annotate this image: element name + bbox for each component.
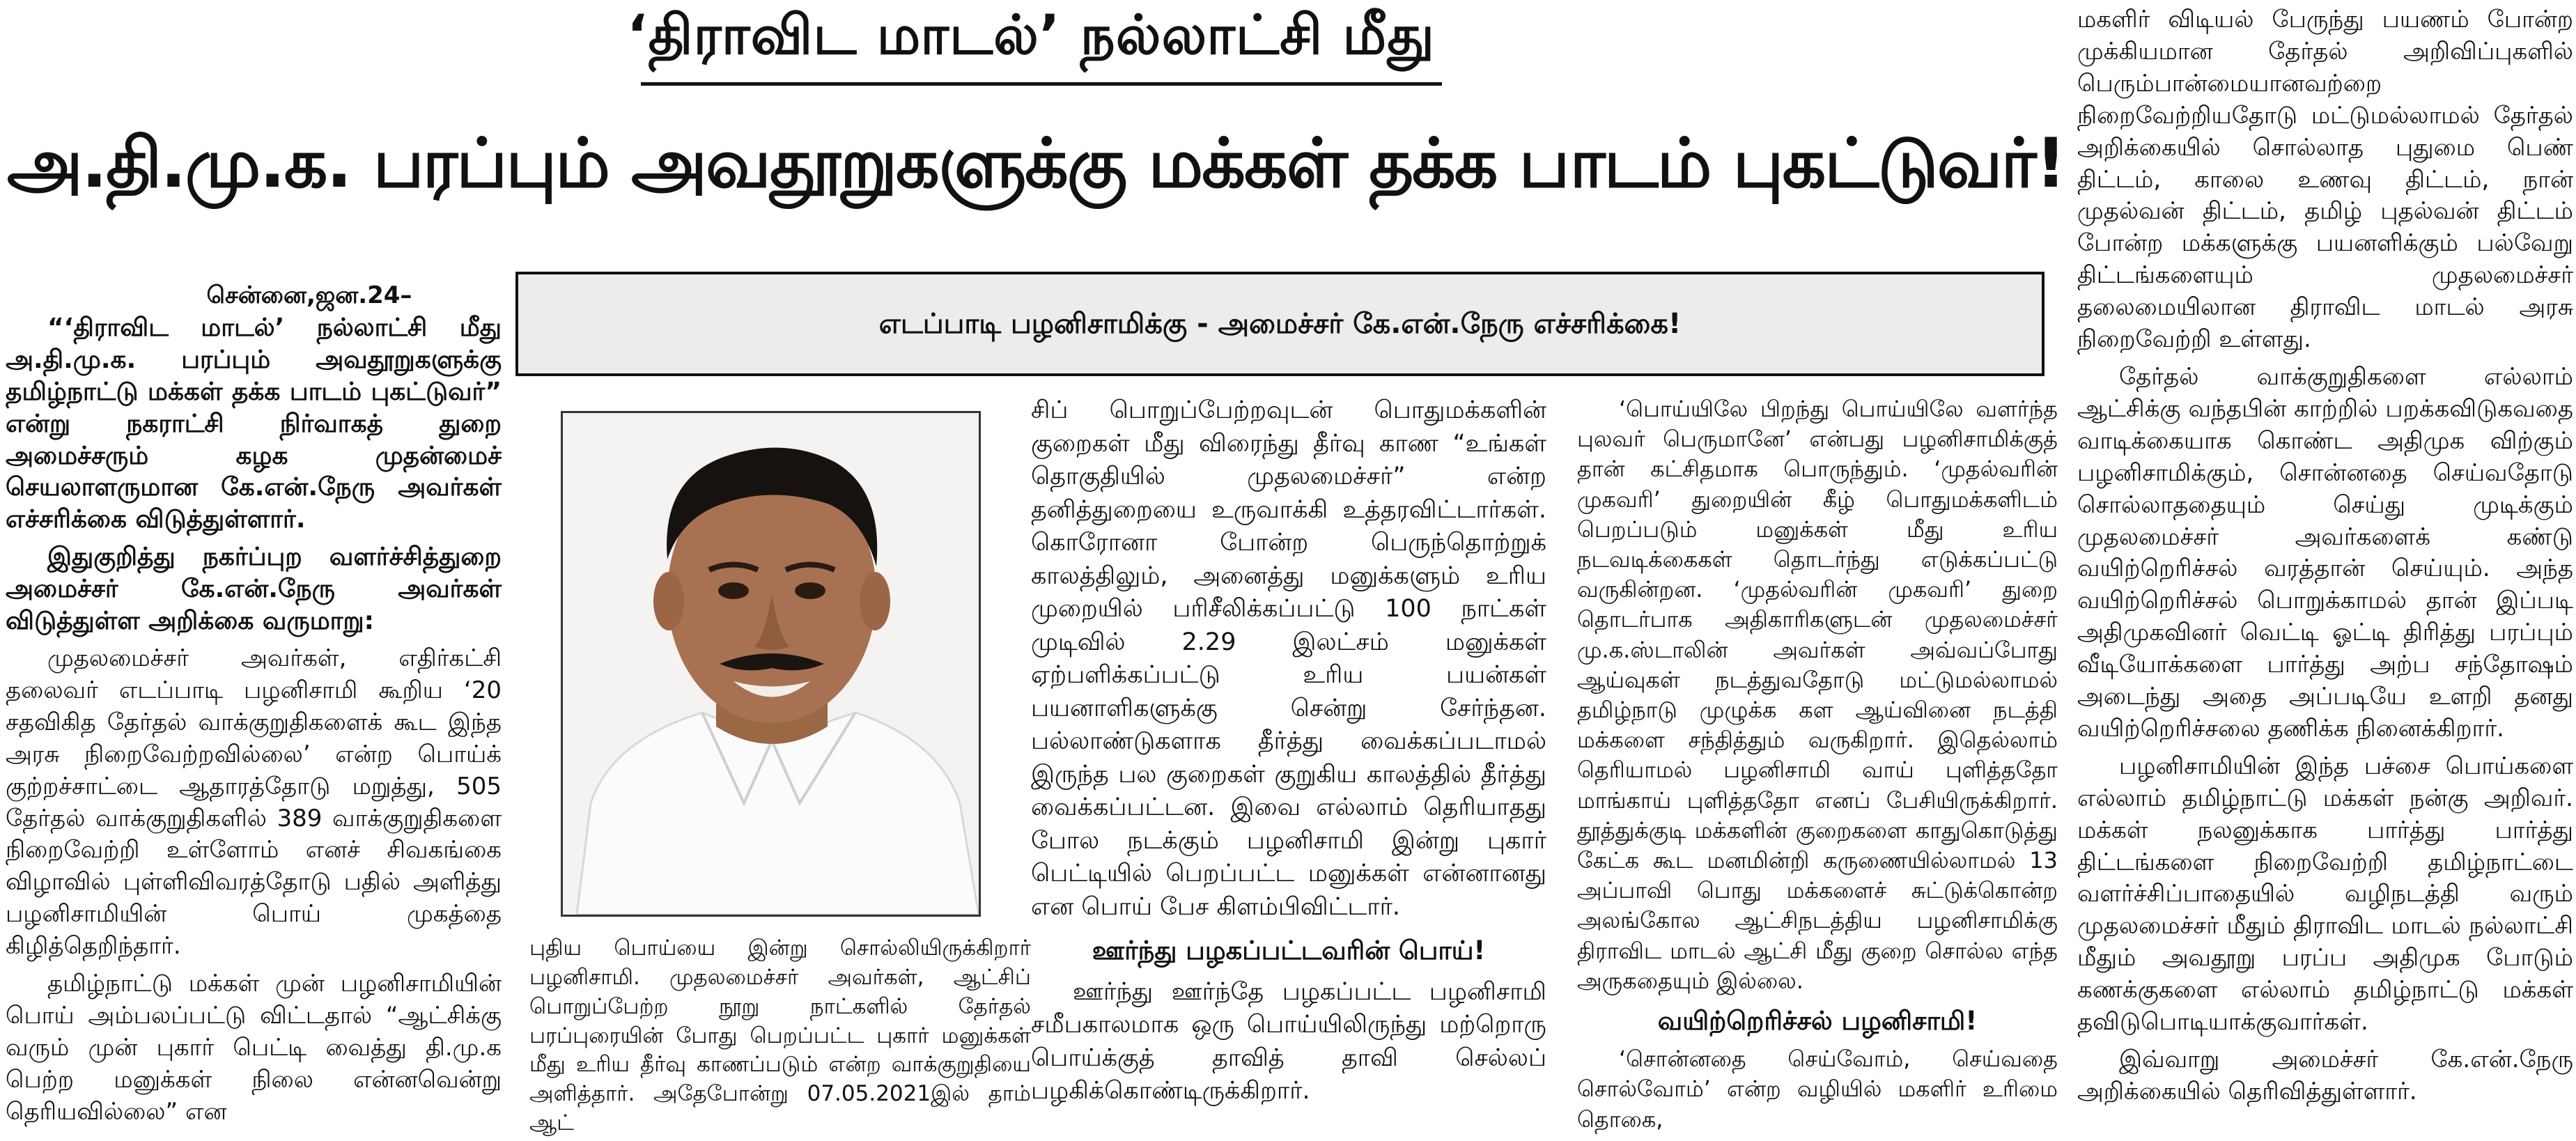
intro-paragraph: இதுகுறித்து நகர்ப்புற வளர்ச்சித்துறை அமைச்சர் கே.என்.நேரு அவர்கள் விடுத்துள்ள அறிக்கை வருமாறு: [6, 543, 502, 636]
kicker-rule [641, 82, 1442, 86]
paragraph-2: தமிழ்நாட்டு மக்கள் முன் பழனிசாமியின் பொய் அம்பலப்பட்டு விட்டதால் “ஆட்சிக்கு வரும் முன் புகார் பெட்டி வைத்து தி.மு.க பெற்ற மனுக்கள் நிலை என்னவென்று தெரியவில்லை” என [6, 970, 502, 1126]
paragraph-7: ‘சொன்னதை செய்வோம், செய்வதை சொல்வோம்’ என்ற வழியில் மகளிர் உரிமை தொகை, [1577, 1046, 2058, 1133]
paragraph-3: சிப் பொறுப்பேற்றவுடன் பொதுமக்களின் குறைகள் மீது விரைந்து தீர்வு காண “உங்கள் தொகுதியில் முதலமைச்சர்” என்ற தனித்துறையை உருவாக்கி உத்தரவிட்டார்கள். கொரோனா போன்ற பெருந்தொற்றுக் காலத்திலும், அனைத்து மனுக்களும் உரிய முறையில் பரிசீலிக்கப்பட்டு 100 நாட்கள் முடிவில் 2.29 இலட்சம் மனுக்கள் ஏற்பளிக்கப்பட்டு உரிய பயன்கள் பயனாளிகளுக்கு சென்று சேர்ந்தன. பல்லாண்டுகளாக தீர்த்து வைக்கப்படாமல் இருந்த பல குறைகள் குறுகிய காலத்தில் தீர்த்து வைக்கப்பட்டன. இவை எல்லாம் தெரியாதது போல நடக்கும் பழனிசாமி இன்று புகார் பெட்டியில் பெறப்பட்ட மனுக்கள் என்னானது என பொய் பேச கிளம்பிவிட்டார். [1031, 396, 1546, 921]
minister-photo [561, 411, 981, 917]
portrait-image [563, 413, 979, 915]
headline: அ.தி.மு.க. பரப்பும் அவதூறுகளுக்கு மக்கள் தக்க பாடம் புகட்டுவர்! [7, 124, 2065, 203]
subheading-2: வயிற்றெரிச்சல் பழனிசாமி! [1657, 1006, 1978, 1037]
paragraph-6: ‘பொய்யிலே பிறந்து பொய்யிலே வளர்ந்த புலவர் பெருமானே’ என்பது பழனிசாமிக்குத் தான் கட்சிதமாக பொருந்தும். ‘முதல்வரின் முகவரி’ துறையின் கீழ் பொதுமக்களிடம் பெறப்படும் மனுக்கள் மீது உரிய நடவடிக்கைகள் தொடர்ந்து எடுக்கப்பட்டு வருகின்றன. ‘முதல்வரின் முகவரி’ துறை தொடர்பாக அதிகாரிகளுடன் முதலமைச்சர் மு.க.ஸ்டாலின் அவர்கள் அவ்வப்போது ஆய்வுகள் நடத்துவதோடு மட்டுமல்லாமல் தமிழ்நாடு முழுக்க கள ஆய்வினை நடத்தி மக்களை சந்தித்தும் வருகிறார். இதெல்லாம் தெரியாமல் பழனிசாமி வாய் புளித்ததோ மாங்காய் புளித்ததோ எனப் பேசியிருக்கிறார். தூத்துக்குடி மக்களின் குறைகளை காதுகொடுத்து கேட்க கூட மனமின்றி கருணையில்லாமல் 13 அப்பாவி பொது மக்களைச் சுட்டுக்கொன்ற அலங்கோல ஆட்சிநடத்திய பழனிசாமிக்கு திராவிட மாடல் ஆட்சி மீது குறை சொல்ல எந்த அருகதையும் இல்லை. [1577, 396, 2058, 994]
column-1 [6, 280, 502, 1128]
subheadline: எடப்பாடி பழனிசாமிக்கு - அமைச்சர் கே.என்.நேரு எச்சரிக்கை! [878, 308, 1682, 340]
dateline: சென்னை,ஜன.24– [206, 281, 412, 309]
column-2-bottom-right [1031, 934, 1546, 1108]
lead-paragraph: “‘திராவிட மாடல்’ நல்லாட்சி மீது அ.தி.மு.க. பரப்பும் அவதூறுகளுக்கு தமிழ்நாட்டு மக்கள் தக்க பாடம் புகட்டுவர்” என்று நகராட்சி நிர்வாகத் துறை அமைச்சரும் கழக முதன்மைச் செயலாளருமான கே.என்.நேரு அவர்கள் எச்சரிக்கை விடுத்துள்ளார். [6, 313, 502, 534]
subheading-1: ஊர்ந்து பழகப்பட்டவரின் பொய்! [1092, 936, 1486, 965]
column-2-top [1031, 394, 1546, 924]
paragraph-10: பழனிசாமியின் இந்த பச்சை பொய்களை எல்லாம் தமிழ்நாட்டு மக்கள் நன்கு அறிவர். மக்கள் நலனுக்காக பார்த்து பார்த்து திட்டங்களை நிறைவேற்றி தமிழ்நாட்டை வளர்ச்சிப்பாதையில் வழிநடத்தி வரும் முதலமைச்சர் மீதும் திராவிட மாடல் நல்லாட்சி மீதும் அவதூறு பரப்ப அதிமுக போடும் கணக்குகளை எல்லாம் தமிழ்நாட்டு மக்கள் தவிடுபொடியாக்குவார்கள். [2077, 752, 2573, 1037]
column-3 [1577, 394, 2058, 1135]
paragraph-4: புதிய பொய்யை இன்று சொல்லியிருக்கிறார் பழனிசாமி. முதலமைச்சர் அவர்கள், ஆட்சிப் பொறுப்பேற்ற நூறு நாட்களில் தேர்தல் பரப்புரையின் போது பெறப்பட்ட புகார் மனுக்கள் மீது உரிய தீர்வு காணப்படும் என்ற வாக்குறுதியை அளித்தார். அதேபோன்று 07.05.2021இல் தாம் ஆட் [529, 936, 1031, 1136]
column-4 [2077, 4, 2573, 1108]
paragraph-9: தேர்தல் வாக்குறுதிகளை எல்லாம் ஆட்சிக்கு வந்தபின் காற்றில் பறக்கவிடுகவதை வாடிக்கையாக கொண்ட அதிமுக விற்கும் பழனிசாமிக்கும், சொன்னதை செய்வதோடு சொல்லாததையும் செய்து முடிக்கும் முதலமைச்சர் அவர்களைக் கண்டு வயிற்றெரிச்சல் வரத்தான் செய்யும். அந்த வயிற்றெரிச்சல் பொறுக்காமல் தான் இப்படி அதிமுகவினர் வெட்டி ஓட்டி திரித்து பரப்பும் வீடியோக்களை பார்த்து அற்ப சந்தோஷம் அடைந்து அதை அப்படியே உளறி தனது வயிற்றெரிச்சலை தணிக்க நினைக்கிறார். [2077, 362, 2573, 743]
paragraph-8: மகளிர் விடியல் பேருந்து பயணம் போன்ற முக்கியமான தேர்தல் அறிவிப்புகளில் பெரும்பான்மையானவற்றை நிறைவேற்றியதோடு மட்டுமல்லாமல் தேர்தல் அறிக்கையில் சொல்லாத புதுமை பெண் திட்டம், காலை உணவு திட்டம், நான் முதல்வன் திட்டம், தமிழ் புதல்வன் திட்டம் போன்ற மக்களுக்கு பயனளிக்கும் பல்வேறு திட்டங்களையும் முதலமைச்சர் தலைமையிலான திராவிட மாடல் அரசு நிறைவேற்றி உள்ளது. [2077, 6, 2573, 354]
paragraph-1: முதலமைச்சர் அவர்கள், எதிர்கட்சி தலைவர் எடப்பாடி பழனிசாமி கூறிய ‘20 சதவிகித தேர்தல் வாக்குறுதிகளைக் கூட இந்த அரசு நிறைவேற்றவில்லை’ என்ற பொய்க் குற்றச்சாட்டை ஆதாரத்தோடு மறுத்து, 505 தேர்தல் வாக்குறுதிகளில் 389 வாக்குறுதிகளை நிறைவேற்றி உள்ளோம் எனச் சிவகங்கை விழாவில் புள்ளிவிவரத்தோடு பதில் அளித்து பழனிசாமியின் பொய் முகத்தை கிழித்தெறிந்தார். [6, 644, 502, 961]
paragraph-11: இவ்வாறு அமைச்சர் கே.என்.நேரு அறிக்கையில் தெரிவித்துள்ளார். [2077, 1046, 2573, 1105]
column-2-bottom-left [529, 934, 1031, 1138]
paragraph-5: ஊர்ந்து ஊர்ந்தே பழகப்பட்ட பழனிசாமி சமீபகாலமாக ஒரு பொய்யிலிருந்து மற்றொரு பொய்க்குத் தாவித் தாவி செல்லப் பழகிக்கொண்டிருக்கிறார். [1031, 977, 1546, 1105]
kicker: ‘திராவிட மாடல்’ நல்லாட்சி மீது [627, 4, 1435, 67]
